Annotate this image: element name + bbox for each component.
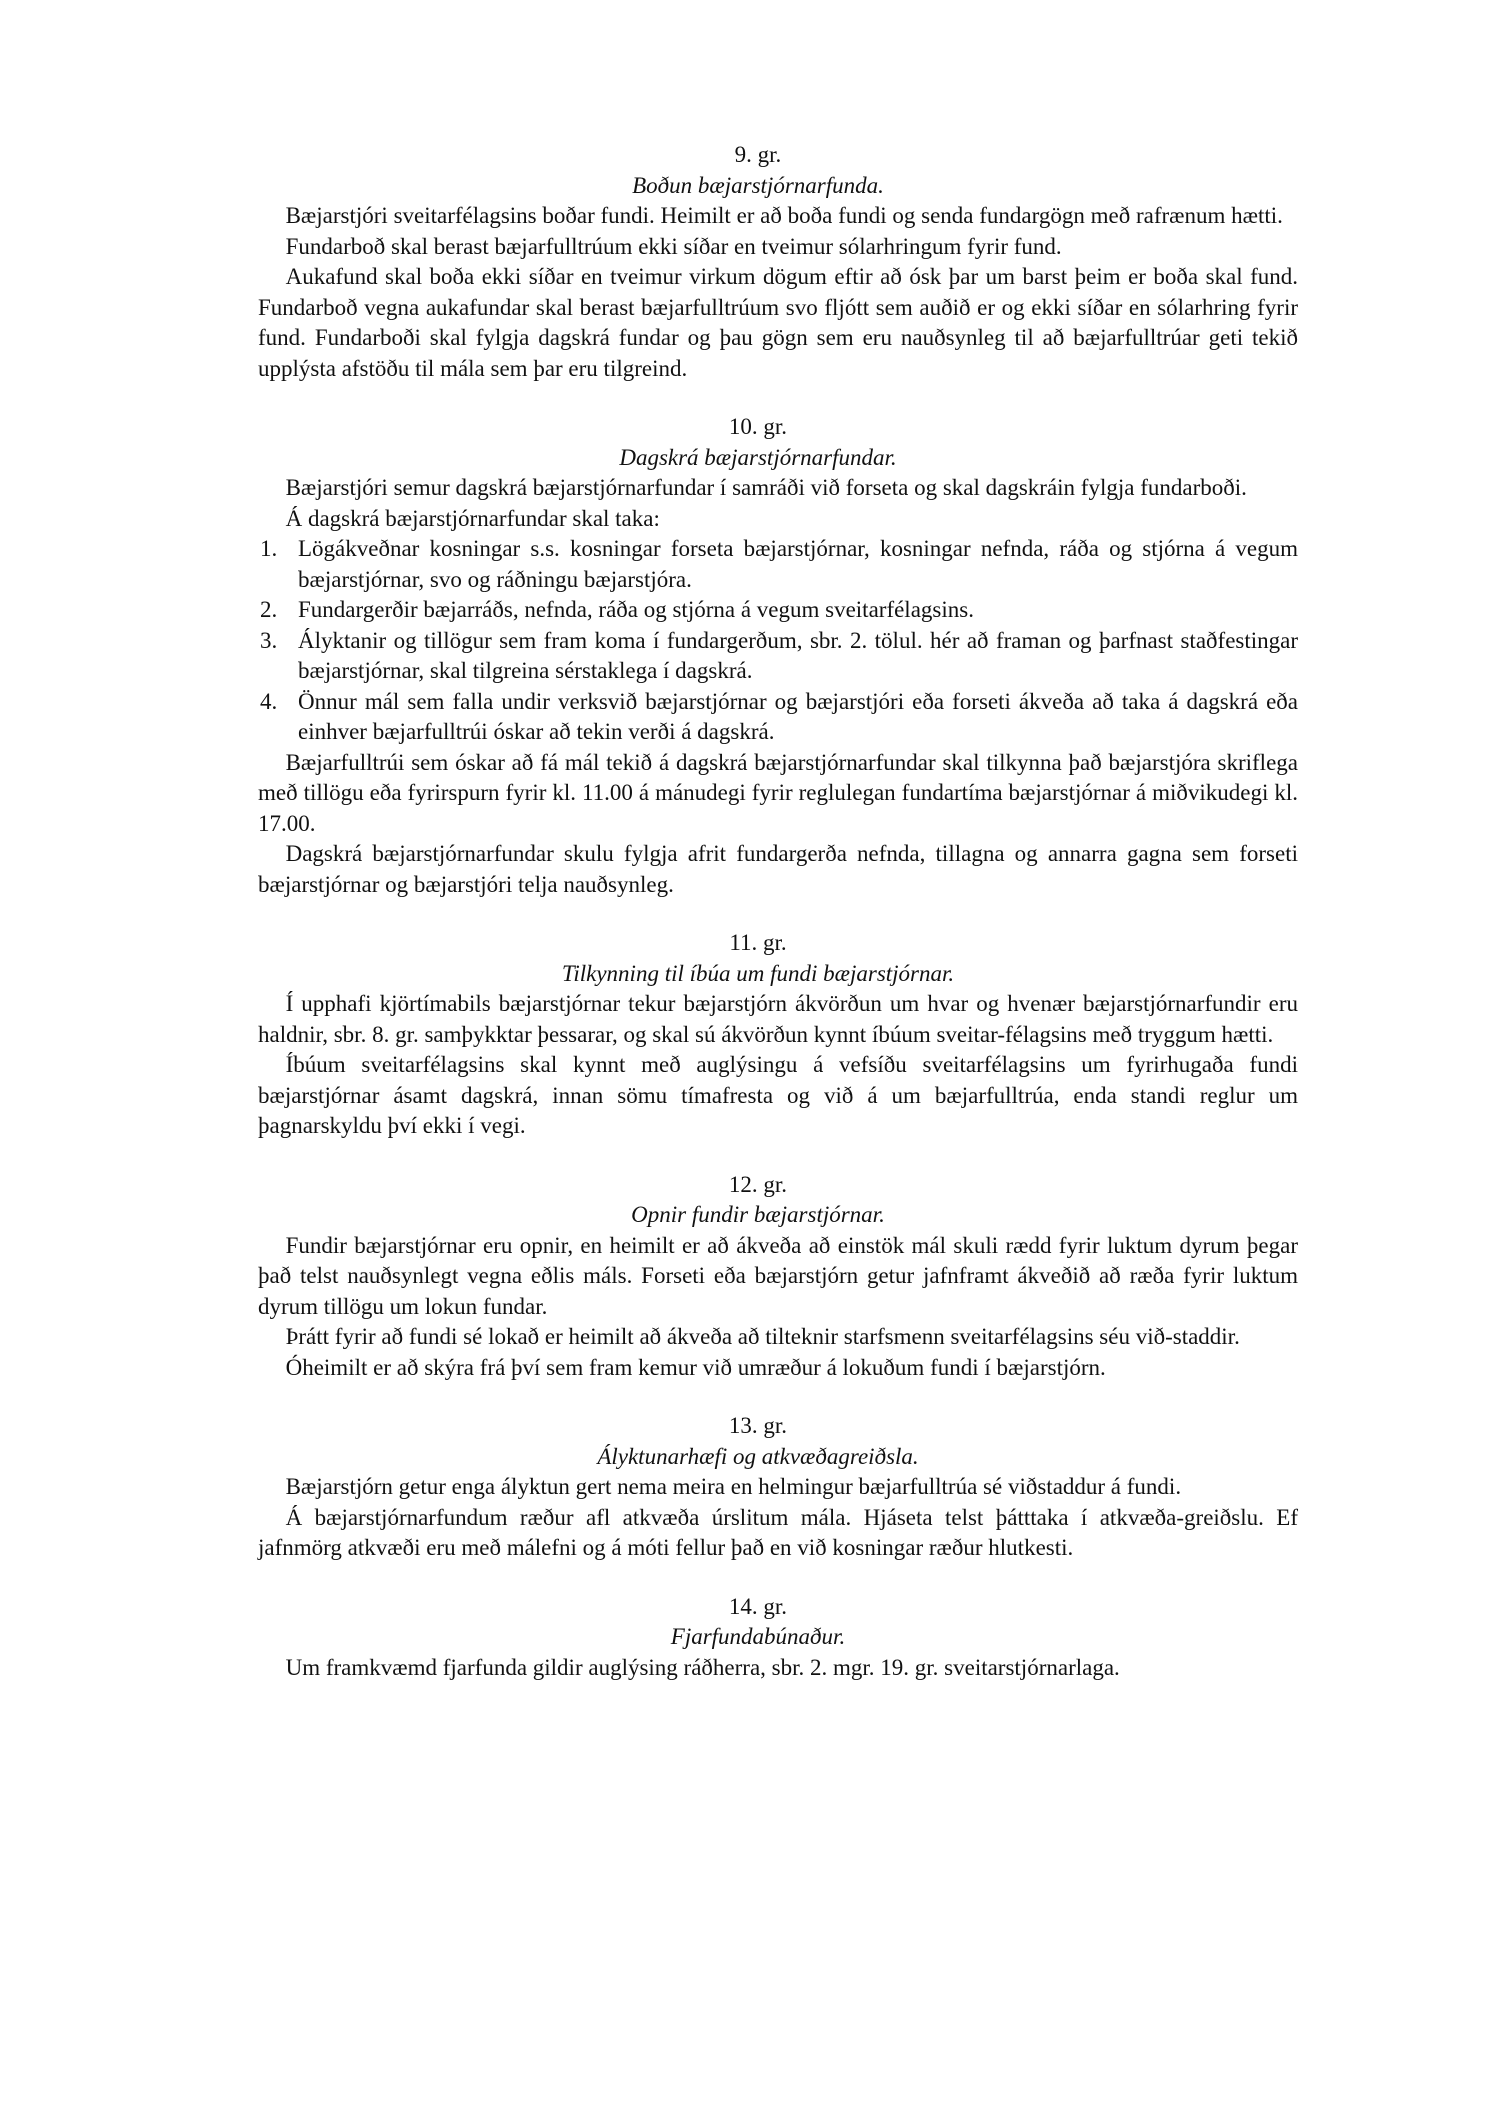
paragraph: Dagskrá bæjarstjórnarfundar skulu fylgja afrit fundargerða nefnda, tillagna og annarra gagna sem forseti bæjarstjórnar og bæjarstjóri telja nauðsynleg. (258, 841, 1298, 897)
agenda-list (258, 534, 1298, 748)
document-page (258, 140, 1298, 1711)
list-item-number: 4. (260, 688, 278, 714)
article-title: Ályktunarhæfi og atkvæðagreiðsla. (597, 1443, 919, 1469)
article-number: 12. gr. (728, 1171, 788, 1197)
paragraph: Aukafund skal boða ekki síðar en tveimur virkum dögum eftir að ósk þar um barst þeim er boða skal fund. Fundarboð vegna aukafundar skal berast bæjarfulltrúum svo fljótt sem auðið er og ekki síðar en sólarhring fyrir fund. Fundarboði skal fylgja dagskrá fundar og þau gögn sem eru nauðsynleg til að bæjarfulltrúar geti tekið upplýsta afstöðu til mála sem þar eru tilgreind. (258, 264, 1298, 381)
list-item-text: Fundargerðir bæjarráðs, nefnda, ráða og stjórna á vegum sveitarfélagsins. (298, 597, 974, 622)
paragraph: Bæjarstjóri sveitarfélagsins boðar fundi. Heimilt er að boða fundi og senda fundargögn með rafrænum hætti. (285, 203, 1283, 228)
article-title: Opnir fundir bæjarstjórnar. (631, 1202, 885, 1227)
article-title: Dagskrá bæjarstjórnarfundar. (619, 444, 897, 470)
list-item-text: Ályktanir og tillögur sem fram koma í fundargerðum, sbr. 2. tölul. hér að framan og þarfnast staðfestingar bæjarstjórnar, skal tilgreina sérstaklega í dagskrá. (298, 627, 1298, 683)
article-10 (258, 412, 1298, 900)
list-item (258, 595, 1298, 626)
list-item (258, 626, 1298, 687)
article-9 (258, 140, 1298, 384)
list-item (258, 687, 1298, 748)
paragraph: Íbúum sveitarfélagsins skal kynnt með auglýsingu á vefsíðu sveitarfélagsins um fyrirhugaða fundi bæjarstjórnar ásamt dagskrá, innan sömu tímafresta og við á um bæjarfulltrúa, enda standi reglur um þagnarskyldu því ekki í vegi. (258, 1052, 1298, 1138)
list-item (258, 534, 1298, 595)
article-11 (258, 928, 1298, 1142)
paragraph: Á bæjarstjórnarfundum ræður afl atkvæða úrslitum mála. Hjáseta telst þátttaka í atkvæða-greiðslu. Ef jafnmörg atkvæði eru með málefni og á móti fellur það en við kosningar ræður hlutkesti. (258, 1504, 1298, 1560)
paragraph: Fundarboð skal berast bæjarfulltrúum ekki síðar en tveimur sólarhringum fyrir fund. (285, 233, 1062, 259)
article-12 (258, 1170, 1298, 1384)
article-number: 14. gr. (728, 1593, 788, 1619)
paragraph: Bæjarfulltrúi sem óskar að fá mál tekið á dagskrá bæjarstjórnarfundar skal tilkynna það bæjarstjóra skriflega með tillögu eða fyrirspurn fyrir kl. 11.00 á mánudegi fyrir reglulegan fundartíma bæjarstjórnar á miðvikudegi kl. 17.00. (258, 749, 1298, 836)
article-number: 11. gr. (729, 930, 787, 955)
paragraph: Óheimilt er að skýra frá því sem fram kemur við umræður á lokuðum fundi í bæjarstjórn. (285, 1354, 1106, 1380)
article-number: 10. gr. (728, 414, 788, 439)
article-13 (258, 1411, 1298, 1564)
article-title: Fjarfundabúnaður. (670, 1624, 846, 1649)
paragraph: Bæjarstjórn getur enga ályktun gert nema meira en helmingur bæjarfulltrúa sé viðstaddur á fundi. (285, 1474, 1182, 1499)
paragraph: Fundir bæjarstjórnar eru opnir, en heimilt er að ákveða að einstök mál skuli rædd fyrir luktum dyrum þegar það telst nauðsynlegt vegna eðlis máls. Forseti eða bæjarstjórn getur jafnframt ákveðið að ræða fyrir luktum dyrum tillögu um lokun fundar. (258, 1232, 1298, 1319)
list-item-text: Lögákveðnar kosningar s.s. kosningar forseta bæjarstjórnar, kosningar nefnda, ráða og stjórna á vegum bæjarstjórnar, svo og ráðningu bæjarstjóra. (298, 536, 1298, 592)
list-item-text: Önnur mál sem falla undir verksvið bæjarstjórnar og bæjarstjóri eða forseti ákveða að taka á dagskrá eða einhver bæjarfulltrúi óskar að tekin verði á dagskrá. (298, 688, 1298, 744)
article-title: Tilkynning til íbúa um fundi bæjarstjórnar. (561, 960, 955, 986)
article-number: 13. gr. (728, 1413, 788, 1438)
paragraph: Um framkvæmd fjarfunda gildir auglýsing ráðherra, sbr. 2. mgr. 19. gr. sveitarstjórnarlaga. (285, 1654, 1120, 1680)
list-item-number: 3. (260, 627, 278, 653)
list-item-number: 1. (260, 536, 278, 561)
paragraph: Þrátt fyrir að fundi sé lokað er heimilt að ákveða að tilteknir starfsmenn sveitarfélagsins séu við-staddir. (285, 1324, 1240, 1349)
article-14 (258, 1592, 1298, 1684)
paragraph: Á dagskrá bæjarstjórnarfundar skal taka: (285, 505, 660, 531)
paragraph: Bæjarstjóri semur dagskrá bæjarstjórnarfundar í samráði við forseta og skal dagskráin fylgja fundarboði. (285, 475, 1247, 500)
paragraph: Í upphafi kjörtímabils bæjarstjórnar tekur bæjarstjórn ákvörðun um hvar og hvenær bæjarstjórnarfundir eru haldnir, sbr. 8. gr. samþykktar þessarar, og skal sú ákvörðun kynnt íbúum sveitar-félagsins með tryggum hætti. (258, 991, 1298, 1047)
article-number: 9. gr. (734, 142, 782, 167)
list-item-number: 2. (260, 597, 278, 622)
article-title: Boðun bæjarstjórnarfunda. (632, 172, 884, 198)
